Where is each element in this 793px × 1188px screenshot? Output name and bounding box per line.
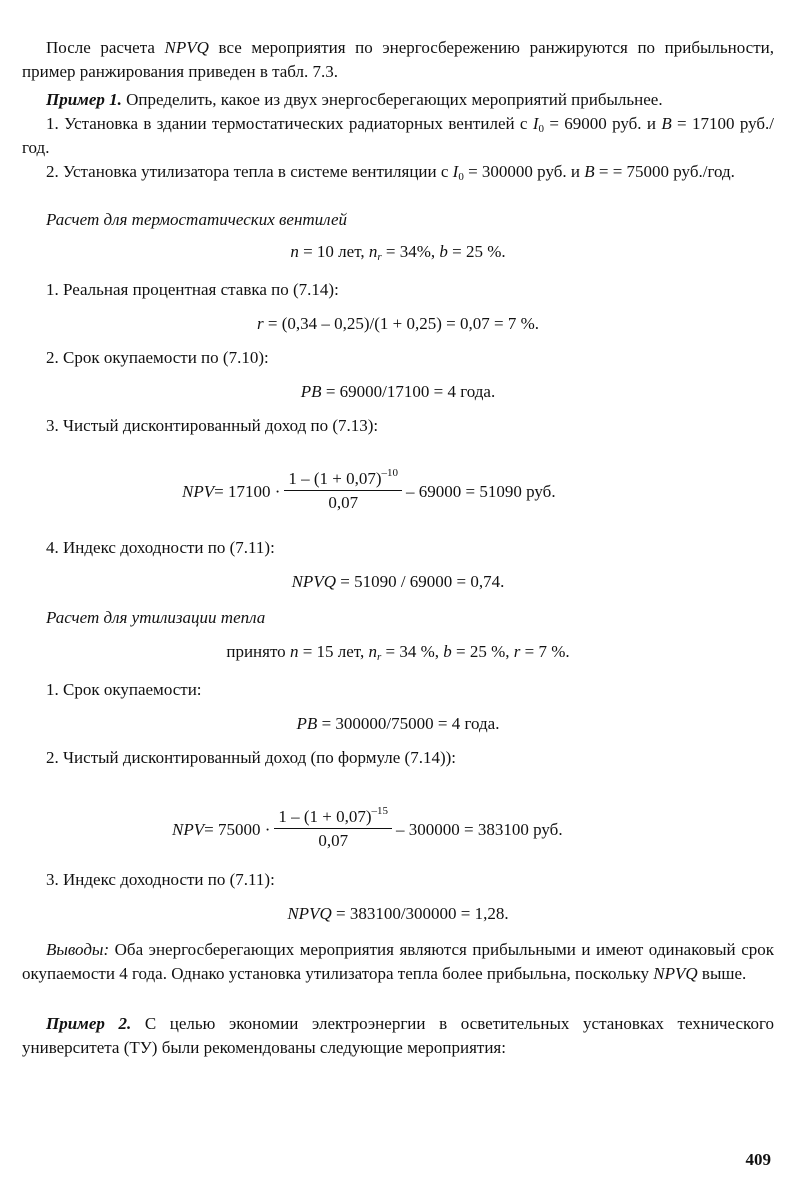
fraction: $\frac{1 - (1 + 0,07)^{-10}}{0,07}$ xyxy=(284,468,402,515)
heat-step-3: 3. Индекс доходности по (7.11): xyxy=(46,870,275,889)
document-page: После расчета NPVQ все мероприятия по энергосбережению ранжируются по прибыльности, пример ранжирования приведен в табл. 7.3. Пример 1. Определить, какое из двух энергосберегающих мероприятий прибыльнее. 1. Установка в здании термостатических радиаторных вентилей с $I_0 = 69000$ руб. и B = 17100 руб./год. 2. Установка утилизатора тепла в системе вентиляции с $I_0 = 300000$ руб. и B = = 75000 руб./год. Расчет для термостатических вентилей n = 10 лет, $n_r = 34\%$, b = 25 %. 1. Реальная процентная ставка по (7.14): r = (0,34 – 0,25)/(1 + 0,25) = 0,07 = 7 %. 2. Срок окупаемости по (7.10): PB = 69000/17100 = 4 года. 3. Чистый дисконтированный доход по (7.13): NPV = 17100 · $\frac{1 - (1 + 0,07)^{-10}}{0,07}$ – 69000 = 51090 руб. 4. Индекс доходности по (7.11): NPVQ = 51090 / 69000 = 0,74. Расчет для утилизации тепла принято n = 15 лет, $n_r = 34$ %, b = 25 %, r = 7 %. 1. Срок окупаемости: PB = 300000/75000 = 4 года. 2. Чистый дисконтированный доход (по формуле (7.14)): NPV = 75000 · $\frac{1 - (1 + 0,07)^{-15}}{0,07}$ – 300000 = 383100 руб. 3. Индекс доходности по (7.11): NPVQ = 383100/300000 = 1,28. Выводы: Оба энергосберегающих мероприятия являются прибыльными и имеют одинаковый срок окупаемости 4 года. Однако установка утилизатора тепла более прибыльна, поскольку NPVQ выше. Пример 2. С целью экономии электроэнергии в осветительных установках технического университета (ТУ) были рекомендованы следующие мероприятия: 409 xyxy=(0,0,793,1188)
example-1-item-1: 1. Установка в здании термостатических радиаторных вентилей с $I_0 = 69000$ руб. и B = 17100 руб./год. xyxy=(22,114,774,157)
valves-params: n = 10 лет, $n_r = 34\%$, b = 25 %. xyxy=(290,242,506,263)
heat-step-1-formula: PB = 300000/75000 = 4 года. xyxy=(296,714,500,733)
valves-step-1: 1. Реальная процентная ставка по (7.14): xyxy=(46,280,339,299)
valves-step-2: 2. Срок окупаемости по (7.10): xyxy=(46,348,269,367)
conclusion-label: Выводы: xyxy=(46,940,110,959)
heat-step-1: 1. Срок окупаемости: xyxy=(46,680,202,699)
valves-step-2-formula: PB = 69000/17100 = 4 года. xyxy=(300,382,496,401)
example-2-label: Пример 2. xyxy=(46,1014,132,1033)
example-2-paragraph: Пример 2. С целью экономии электроэнергии в осветительных установках технического университета (ТУ) были рекомендованы следующие мероприятия: xyxy=(22,1014,774,1057)
heat-step-2: 2. Чистый дисконтированный доход (по формуле (7.14)): xyxy=(46,748,457,767)
valves-step-4-formula: NPVQ = 51090 / 69000 = 0,74. xyxy=(291,572,505,591)
valves-heading: Расчет для термостатических вентилей xyxy=(46,210,348,229)
heat-step-3-formula: NPVQ = 383100/300000 = 1,28. xyxy=(287,904,509,923)
heat-params: принято n = 15 лет, $n_r = 34$ %, b = 25 %, r = 7 %. xyxy=(226,642,570,663)
fraction: $\frac{1 - (1 + 0,07)^{-15}}{0,07}$ xyxy=(274,806,392,853)
conclusion-paragraph: Выводы: Оба энергосберегающих мероприятия являются прибыльными и имеют одинаковый срок окупаемости 4 года. Однако установка утилизатора тепла более прибыльна, поскольку NPVQ выше. xyxy=(22,940,774,983)
valves-step-4: 4. Индекс доходности по (7.11): xyxy=(46,538,275,557)
valves-step-1-formula: r = (0,34 – 0,25)/(1 + 0,25) = 0,07 = 7 %. xyxy=(256,314,539,333)
valves-step-3: 3. Чистый дисконтированный доход по (7.13): xyxy=(46,416,379,435)
example-1-paragraph: Пример 1. Определить, какое из двух энергосберегающих мероприятий прибыльнее. xyxy=(46,90,663,109)
page-number: 409 xyxy=(745,1150,771,1169)
heat-heading: Расчет для утилизации тепла xyxy=(46,608,266,627)
example-1-item-2: 2. Установка утилизатора тепла в системе вентиляции с $I_0 = 300000$ руб. и B = = 75000 руб./год. xyxy=(46,162,735,183)
example-1-label: Пример 1. xyxy=(46,90,122,109)
intro-paragraph: После расчета NPVQ все мероприятия по энергосбережению ранжируются по прибыльности, пример ранжирования приведен в табл. 7.3. xyxy=(22,38,774,81)
